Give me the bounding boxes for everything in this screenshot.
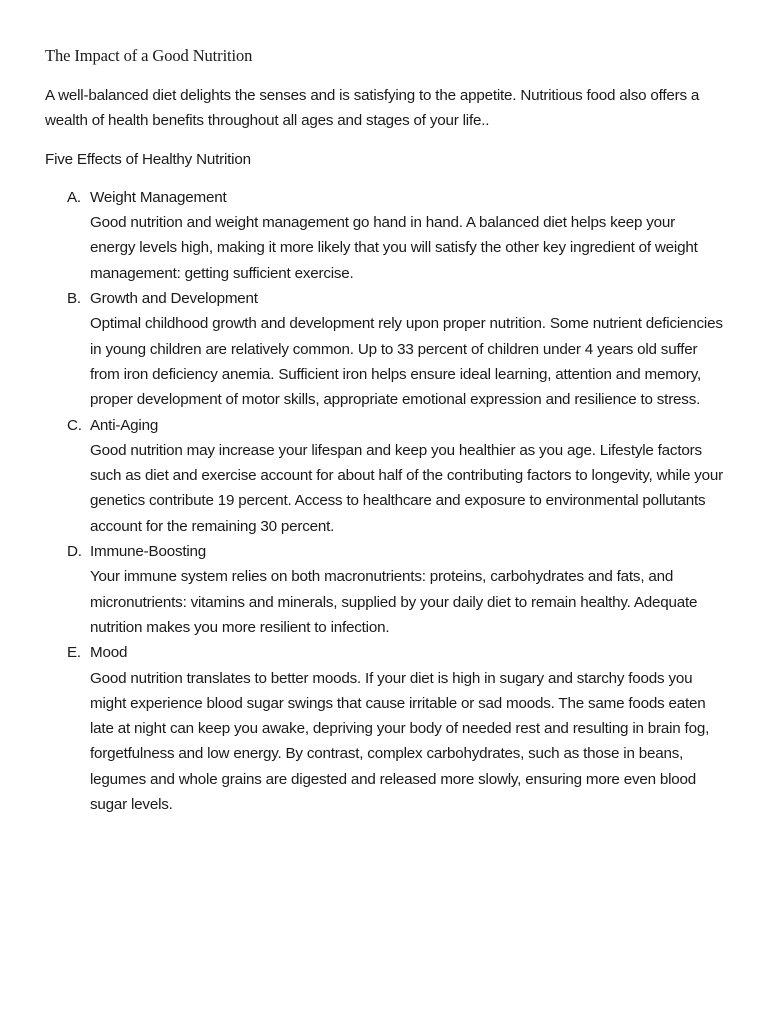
effect-description: Optimal childhood growth and development rely upon proper nutrition. Some nutrient deficiencies in young children are relatively common. Up to 33 percent of children under 4 years old suffer from iron deficiency anemia. Sufficient iron helps ensure ideal learning, attention and memory, proper development of motor skills, appropriate emotional expression and resilience to stress. [90, 315, 723, 409]
list-item-weight-management [45, 185, 724, 286]
document-title: The Impact of a Good Nutrition [45, 46, 253, 65]
effects-list [45, 185, 724, 817]
effect-description: Your immune system relies on both macronutrients: proteins, carbohydrates and fats, and micronutrients: vitamins and minerals, supplied by your daily diet to remain healthy. Adequate nutrition makes you more resilient to infection. [90, 568, 698, 636]
list-marker: D. [67, 543, 82, 561]
effect-title: Weight Management [90, 188, 227, 206]
list-item-mood [45, 640, 724, 817]
list-marker: C. [67, 416, 82, 434]
effect-title: Growth and Development [90, 290, 258, 308]
list-marker: E. [67, 644, 81, 662]
effect-description: Good nutrition translates to better moods. If your diet is high in sugary and starchy foods you might experience blood sugar swings that cause irritable or sad moods. The same foods eaten late at night can keep you awake, depriving your body of needed rest and resulting in brain fog, forgetfulness and low energy. By contrast, complex carbohydrates, such as those in beans, legumes and whole grains are digested and released more slowly, ensuring more even blood sugar levels. [90, 669, 710, 814]
effect-description: Good nutrition may increase your lifespan and keep you healthier as you age. Lifestyle factors such as diet and exercise account for about half of the contributing factors to longevity, while your genetics contribute 19 percent. Access to healthcare and exposure to environmental pollutants account for the remaining 30 percent. [90, 441, 723, 535]
effect-title: Immune-Boosting [90, 543, 207, 561]
effect-title: Mood [90, 644, 128, 662]
list-item-growth-and-development [45, 286, 724, 412]
list-item-anti-aging [45, 413, 724, 539]
effect-title: Anti-Aging [90, 416, 159, 434]
list-item-immune-boosting [45, 539, 724, 640]
intro-paragraph: A well-balanced diet delights the senses and is satisfying to the appetite. Nutritious food also offers a wealth of health benefits throughout all ages and stages of your life.. [45, 87, 700, 130]
section-heading: Five Effects of Healthy Nutrition [45, 150, 251, 168]
list-marker: B. [67, 290, 81, 308]
list-marker: A. [67, 188, 81, 206]
effect-description: Good nutrition and weight management go hand in hand. A balanced diet helps keep your energy levels high, making it more likely that you will satisfy the other key ingredient of weight management: getting sufficient exercise. [90, 214, 698, 282]
